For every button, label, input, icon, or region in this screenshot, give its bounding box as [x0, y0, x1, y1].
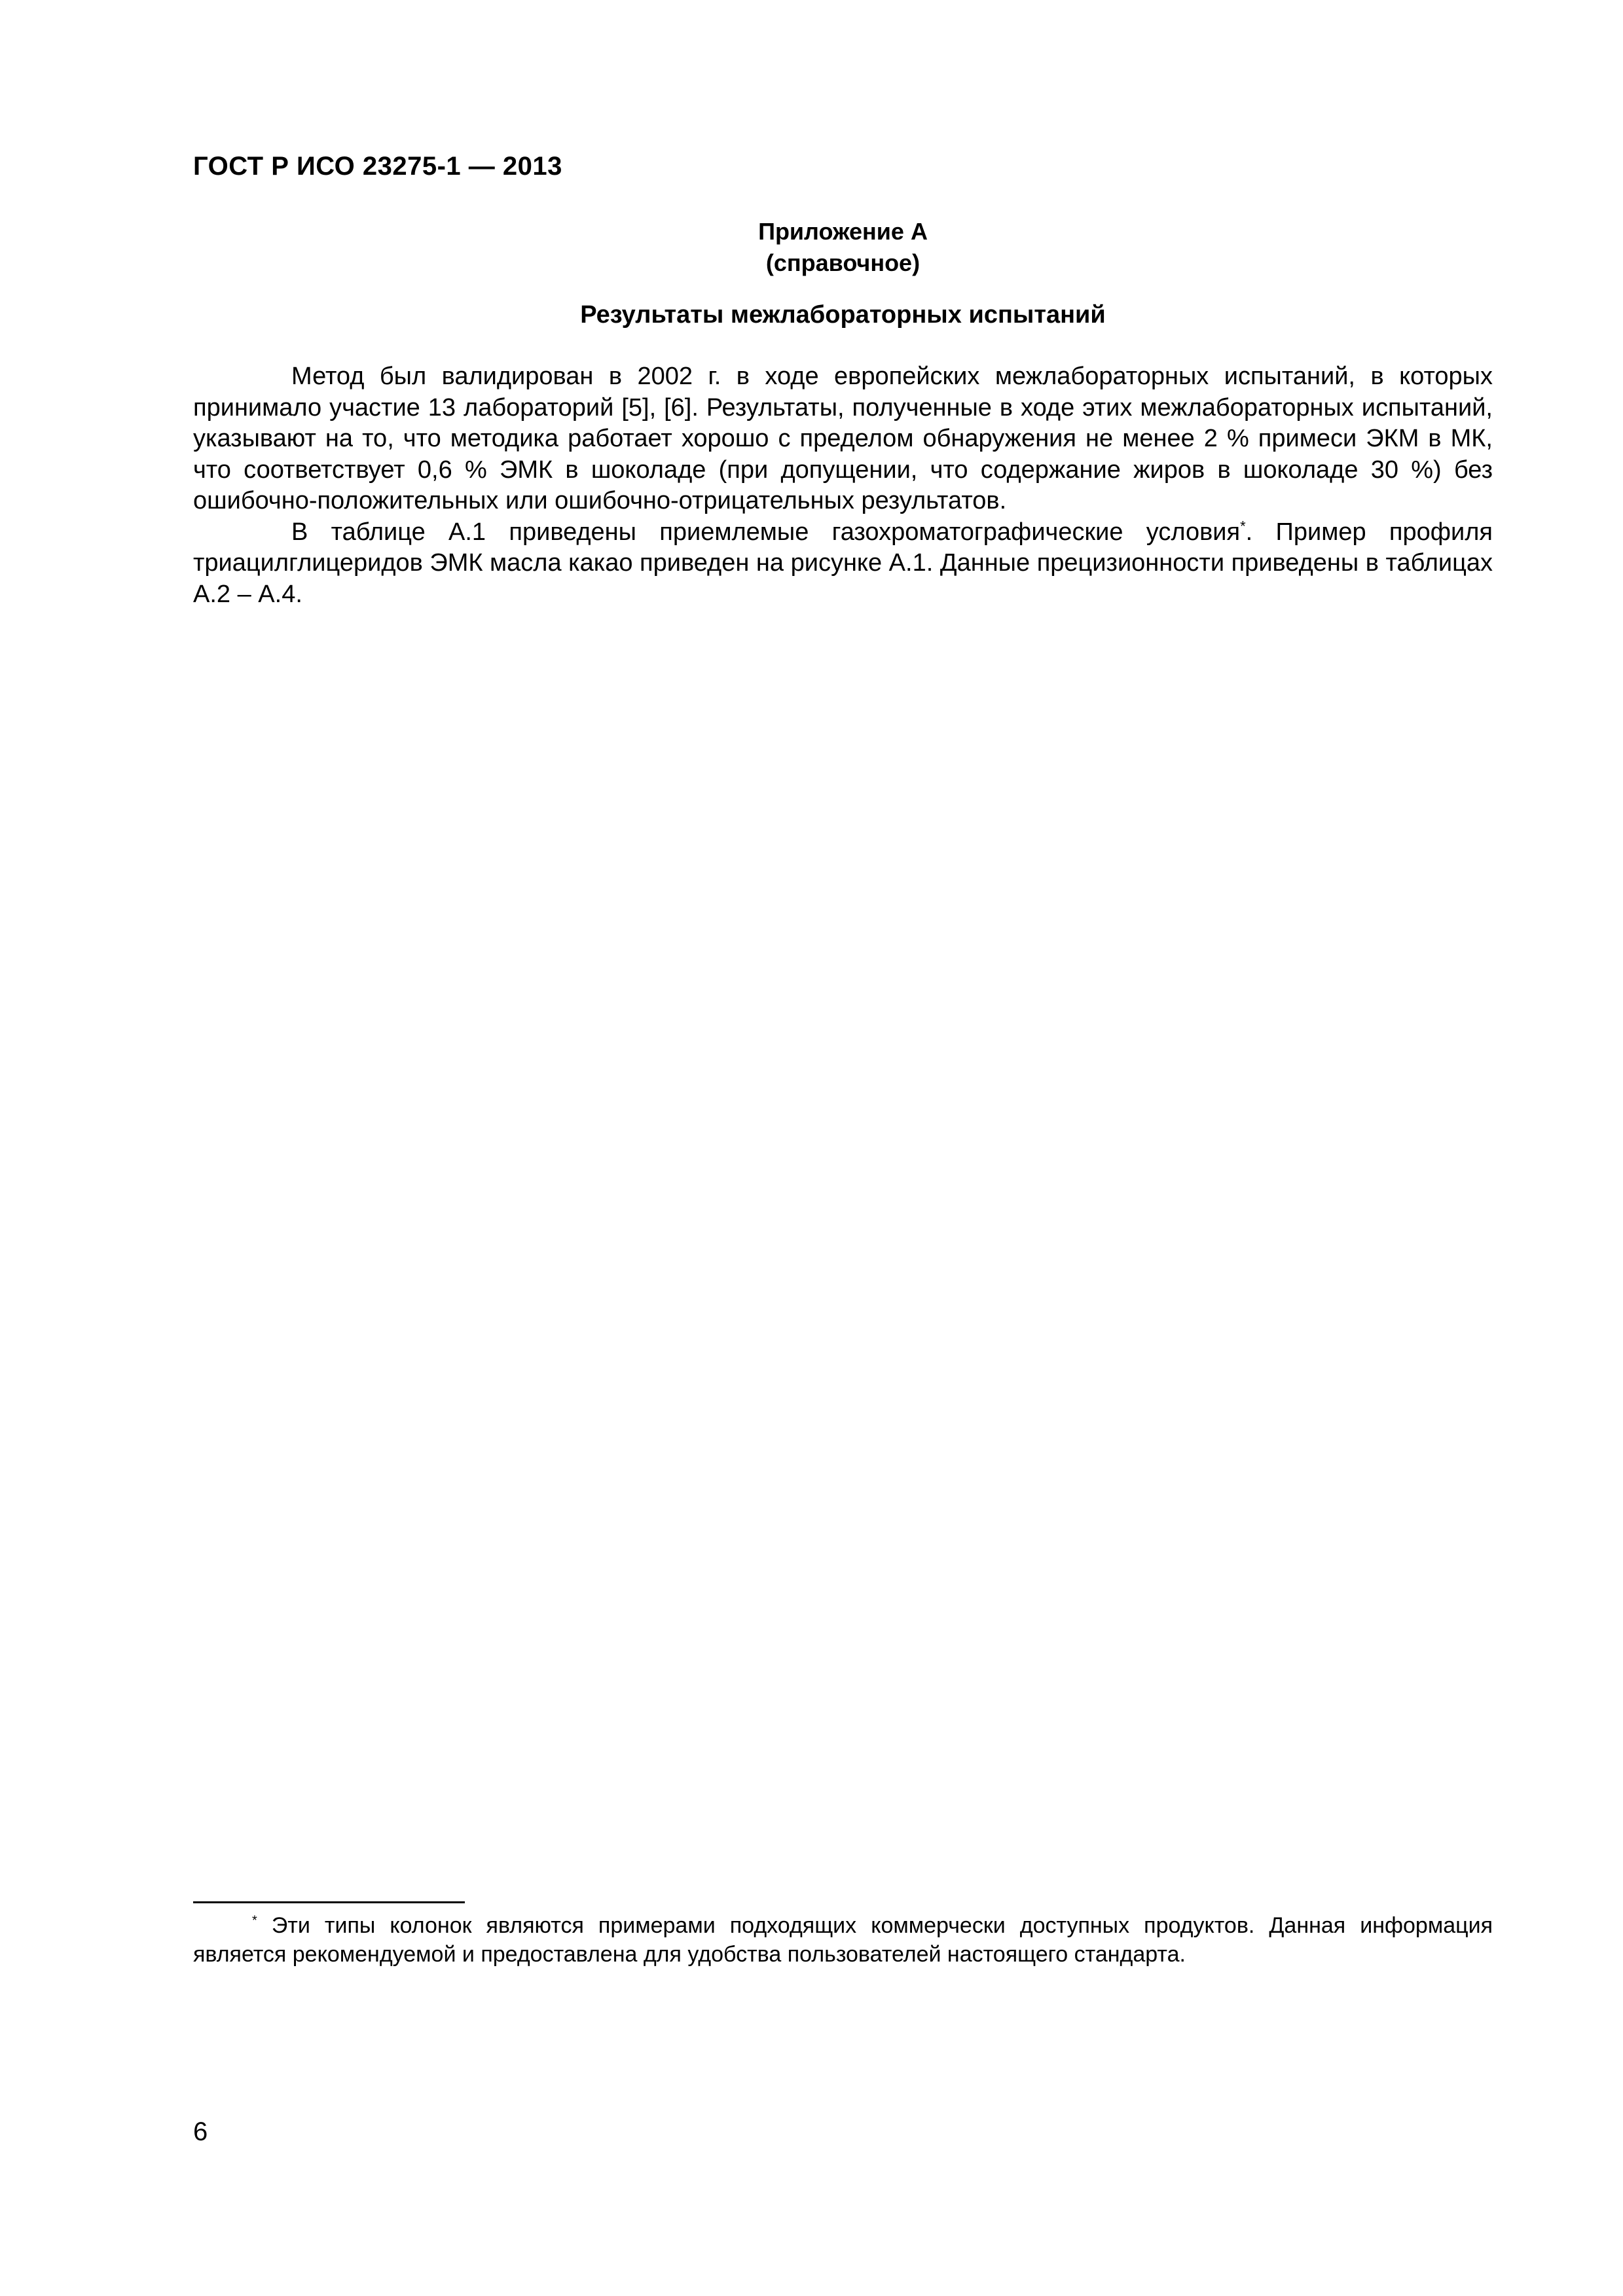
- standard-header: ГОСТ Р ИСО 23275-1 — 2013: [193, 152, 562, 181]
- page-number: 6: [193, 2117, 208, 2146]
- footnote-reference: *: [1240, 517, 1246, 534]
- appendix-title: Приложение А: [758, 218, 928, 245]
- footnote-mark: *: [252, 1913, 257, 1928]
- footnote-text: Эти типы колонок являются примерами подходящих коммерчески доступных продуктов. Данная информация является рекомендуемой и предоставлена для удобства пользователей настоящего стандарта.: [193, 1913, 1493, 1967]
- section-title: Результаты межлабораторных испытаний: [580, 301, 1106, 329]
- footnote-paragraph: [193, 1911, 1493, 1969]
- footnote-divider: [193, 1901, 465, 1903]
- appendix-subtitle: (справочное): [765, 249, 921, 276]
- paragraph-text: В таблице А.1 приведены приемлемые газохроматографические условия: [291, 518, 1241, 546]
- paragraph: Метод был валидирован в 2002 г. в ходе европейских межлабораторных испытаний, в которых принимало участие 13 лабораторий [5], [6]. Результаты, полученные в ходе этих межлабораторных испытаний, указывают на то, что методика работает хорошо с пределом обнаружения не менее 2 % примеси ЭКМ в МК, что соответствует 0,6 % ЭМК в шоколаде (при допущении, что содержание жиров в шоколаде 30 %) без ошибочно-положительных или ошибочно-отрицательных результатов.: [193, 363, 1493, 514]
- paragraph-text: . Пример профиля триацилглицеридов ЭМК масла какао приведен на рисунке А.1. Данные прецизионности приведены в таблицах А.2 – А.4.: [193, 518, 1493, 608]
- paragraph: [193, 517, 1493, 611]
- appendix-heading: [193, 216, 1493, 279]
- body-text: [193, 361, 1493, 610]
- footnote: [193, 1911, 1493, 1969]
